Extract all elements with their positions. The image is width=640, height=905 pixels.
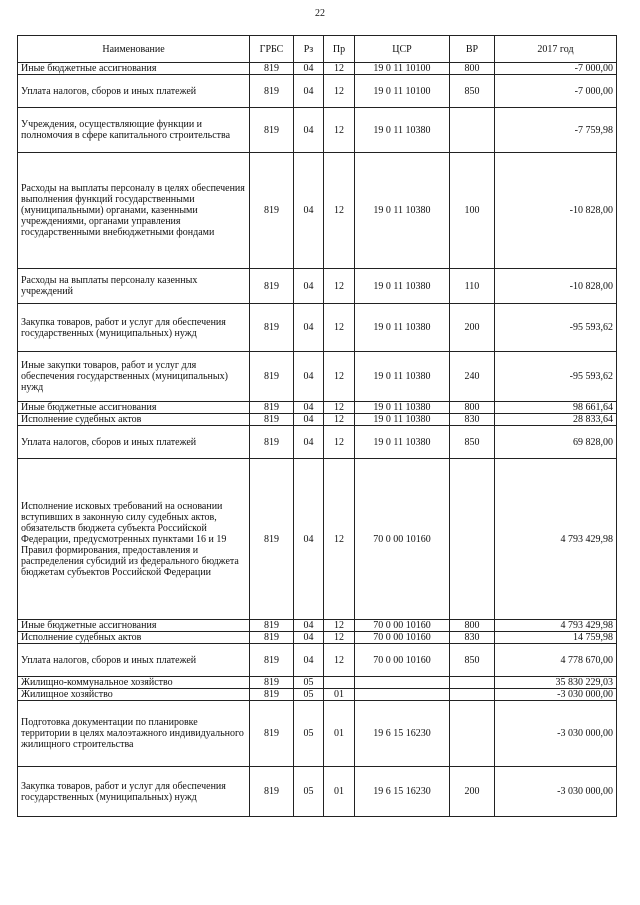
table-row bbox=[18, 767, 617, 817]
table-row bbox=[18, 153, 617, 269]
cell-name: Уплата налогов, сборов и иных платежей bbox=[18, 426, 250, 459]
header-pr: Пр bbox=[324, 36, 355, 63]
cell-amount: -7 000,00 bbox=[495, 75, 617, 108]
cell-csr bbox=[355, 677, 450, 689]
cell-rz: 04 bbox=[294, 153, 324, 269]
cell-grbs: 819 bbox=[250, 767, 294, 817]
cell-csr: 70 0 00 10160 bbox=[355, 620, 450, 632]
cell-pr: 12 bbox=[324, 75, 355, 108]
cell-csr: 19 0 11 10380 bbox=[355, 414, 450, 426]
cell-vr: 850 bbox=[450, 426, 495, 459]
cell-name: Иные бюджетные ассигнования bbox=[18, 402, 250, 414]
cell-pr: 12 bbox=[324, 620, 355, 632]
cell-csr: 70 0 00 10160 bbox=[355, 632, 450, 644]
cell-pr: 12 bbox=[324, 426, 355, 459]
cell-vr: 800 bbox=[450, 620, 495, 632]
cell-amount: 69 828,00 bbox=[495, 426, 617, 459]
cell-grbs: 819 bbox=[250, 414, 294, 426]
cell-csr: 19 0 11 10100 bbox=[355, 63, 450, 75]
cell-vr: 830 bbox=[450, 632, 495, 644]
header-grbs: ГРБС bbox=[250, 36, 294, 63]
table-row bbox=[18, 689, 617, 701]
cell-name: Жилищное хозяйство bbox=[18, 689, 250, 701]
header-name: Наименование bbox=[18, 36, 250, 63]
cell-csr: 19 0 11 10380 bbox=[355, 352, 450, 402]
table-row bbox=[18, 701, 617, 767]
cell-amount: 28 833,64 bbox=[495, 414, 617, 426]
table-row bbox=[18, 269, 617, 304]
cell-name: Жилищно-коммунальное хозяйство bbox=[18, 677, 250, 689]
cell-csr bbox=[355, 689, 450, 701]
cell-vr bbox=[450, 677, 495, 689]
cell-pr: 01 bbox=[324, 701, 355, 767]
cell-csr: 19 0 11 10380 bbox=[355, 402, 450, 414]
cell-name: Уплата налогов, сборов и иных платежей bbox=[18, 644, 250, 677]
cell-pr: 12 bbox=[324, 402, 355, 414]
cell-csr: 19 0 11 10380 bbox=[355, 304, 450, 352]
cell-name: Учреждения, осуществляющие функции и полномочия в сфере капитального строительства bbox=[18, 108, 250, 153]
cell-vr: 830 bbox=[450, 414, 495, 426]
table-row bbox=[18, 426, 617, 459]
cell-pr: 12 bbox=[324, 644, 355, 677]
cell-name: Расходы на выплаты персоналу в целях обеспечения выполнения функций государственными (муниципальными) органами, казенными учреждениями, органами управления государственными внебюджетными фондами bbox=[18, 153, 250, 269]
cell-rz: 04 bbox=[294, 632, 324, 644]
cell-amount: 4 778 670,00 bbox=[495, 644, 617, 677]
table-row bbox=[18, 63, 617, 75]
table-header-row bbox=[18, 36, 617, 63]
cell-name: Иные закупки товаров, работ и услуг для обеспечения государственных (муниципальных) нужд bbox=[18, 352, 250, 402]
cell-csr: 70 0 00 10160 bbox=[355, 459, 450, 620]
header-rz: Рз bbox=[294, 36, 324, 63]
cell-grbs: 819 bbox=[250, 153, 294, 269]
cell-rz: 04 bbox=[294, 269, 324, 304]
cell-csr: 19 6 15 16230 bbox=[355, 701, 450, 767]
cell-grbs: 819 bbox=[250, 459, 294, 620]
cell-amount: -3 030 000,00 bbox=[495, 701, 617, 767]
cell-rz: 04 bbox=[294, 414, 324, 426]
cell-vr: 800 bbox=[450, 63, 495, 75]
cell-pr: 01 bbox=[324, 767, 355, 817]
header-amount: 2017 год bbox=[495, 36, 617, 63]
cell-name: Исполнение судебных актов bbox=[18, 414, 250, 426]
cell-grbs: 819 bbox=[250, 63, 294, 75]
cell-rz: 04 bbox=[294, 644, 324, 677]
cell-rz: 04 bbox=[294, 304, 324, 352]
cell-amount: -3 030 000,00 bbox=[495, 689, 617, 701]
cell-vr: 100 bbox=[450, 153, 495, 269]
header-csr: ЦСР bbox=[355, 36, 450, 63]
cell-vr: 850 bbox=[450, 75, 495, 108]
cell-rz: 04 bbox=[294, 108, 324, 153]
cell-pr bbox=[324, 677, 355, 689]
table-row bbox=[18, 459, 617, 620]
cell-pr: 12 bbox=[324, 459, 355, 620]
cell-grbs: 819 bbox=[250, 677, 294, 689]
cell-name: Закупка товаров, работ и услуг для обеспечения государственных (муниципальных) нужд bbox=[18, 767, 250, 817]
cell-rz: 05 bbox=[294, 701, 324, 767]
cell-rz: 05 bbox=[294, 689, 324, 701]
cell-grbs: 819 bbox=[250, 402, 294, 414]
cell-amount: 4 793 429,98 bbox=[495, 459, 617, 620]
cell-grbs: 819 bbox=[250, 689, 294, 701]
cell-grbs: 819 bbox=[250, 701, 294, 767]
cell-csr: 19 0 11 10380 bbox=[355, 269, 450, 304]
cell-vr bbox=[450, 689, 495, 701]
cell-csr: 19 0 11 10380 bbox=[355, 108, 450, 153]
cell-amount: -7 759,98 bbox=[495, 108, 617, 153]
cell-pr: 01 bbox=[324, 689, 355, 701]
cell-pr: 12 bbox=[324, 108, 355, 153]
table-row bbox=[18, 632, 617, 644]
table-row bbox=[18, 677, 617, 689]
cell-amount: 98 661,64 bbox=[495, 402, 617, 414]
cell-vr: 850 bbox=[450, 644, 495, 677]
cell-rz: 04 bbox=[294, 426, 324, 459]
cell-name: Исполнение судебных актов bbox=[18, 632, 250, 644]
cell-name: Иные бюджетные ассигнования bbox=[18, 63, 250, 75]
cell-amount: -95 593,62 bbox=[495, 304, 617, 352]
cell-grbs: 819 bbox=[250, 632, 294, 644]
cell-rz: 05 bbox=[294, 677, 324, 689]
cell-grbs: 819 bbox=[250, 352, 294, 402]
cell-grbs: 819 bbox=[250, 75, 294, 108]
cell-amount: 35 830 229,03 bbox=[495, 677, 617, 689]
cell-rz: 04 bbox=[294, 352, 324, 402]
cell-amount: -3 030 000,00 bbox=[495, 767, 617, 817]
table-row bbox=[18, 414, 617, 426]
cell-pr: 12 bbox=[324, 632, 355, 644]
cell-csr: 19 0 11 10380 bbox=[355, 153, 450, 269]
cell-vr bbox=[450, 701, 495, 767]
cell-grbs: 819 bbox=[250, 108, 294, 153]
cell-amount: 14 759,98 bbox=[495, 632, 617, 644]
cell-grbs: 819 bbox=[250, 304, 294, 352]
cell-vr: 200 bbox=[450, 304, 495, 352]
cell-grbs: 819 bbox=[250, 620, 294, 632]
cell-csr: 19 0 11 10380 bbox=[355, 426, 450, 459]
cell-name: Иные бюджетные ассигнования bbox=[18, 620, 250, 632]
cell-amount: -10 828,00 bbox=[495, 269, 617, 304]
cell-name: Исполнение исковых требований на основании вступивших в законную силу судебных актов, обязательств бюджета субъекта Российской Федерации, предусмотренных пунктами 16 и 19 Правил формирования, предоставления и распределения субсидий из федерального бюджета бюджетам субъектов Российской Федерации bbox=[18, 459, 250, 620]
cell-grbs: 819 bbox=[250, 426, 294, 459]
cell-name: Закупка товаров, работ и услуг для обеспечения государственных (муниципальных) нужд bbox=[18, 304, 250, 352]
table-row bbox=[18, 352, 617, 402]
cell-amount: -10 828,00 bbox=[495, 153, 617, 269]
cell-name: Уплата налогов, сборов и иных платежей bbox=[18, 75, 250, 108]
table-row bbox=[18, 644, 617, 677]
table-row bbox=[18, 108, 617, 153]
cell-pr: 12 bbox=[324, 153, 355, 269]
table-row bbox=[18, 402, 617, 414]
cell-rz: 04 bbox=[294, 459, 324, 620]
cell-amount: 4 793 429,98 bbox=[495, 620, 617, 632]
page-number: 22 bbox=[315, 8, 325, 19]
cell-amount: -95 593,62 bbox=[495, 352, 617, 402]
cell-rz: 04 bbox=[294, 75, 324, 108]
cell-grbs: 819 bbox=[250, 269, 294, 304]
cell-pr: 12 bbox=[324, 352, 355, 402]
cell-vr bbox=[450, 108, 495, 153]
table-row bbox=[18, 304, 617, 352]
table-row bbox=[18, 620, 617, 632]
cell-csr: 19 6 15 16230 bbox=[355, 767, 450, 817]
cell-rz: 04 bbox=[294, 402, 324, 414]
cell-grbs: 819 bbox=[250, 644, 294, 677]
cell-name: Расходы на выплаты персоналу казенных учреждений bbox=[18, 269, 250, 304]
cell-vr bbox=[450, 459, 495, 620]
cell-rz: 05 bbox=[294, 767, 324, 817]
cell-vr: 110 bbox=[450, 269, 495, 304]
cell-pr: 12 bbox=[324, 304, 355, 352]
cell-name: Подготовка документации по планировке территории в целях малоэтажного индивидуального жилищного строительства bbox=[18, 701, 250, 767]
cell-pr: 12 bbox=[324, 414, 355, 426]
cell-pr: 12 bbox=[324, 63, 355, 75]
header-vr: ВР bbox=[450, 36, 495, 63]
budget-table bbox=[17, 35, 617, 817]
cell-vr: 240 bbox=[450, 352, 495, 402]
table-row bbox=[18, 75, 617, 108]
cell-csr: 70 0 00 10160 bbox=[355, 644, 450, 677]
cell-rz: 04 bbox=[294, 63, 324, 75]
cell-vr: 800 bbox=[450, 402, 495, 414]
cell-csr: 19 0 11 10100 bbox=[355, 75, 450, 108]
cell-rz: 04 bbox=[294, 620, 324, 632]
cell-vr: 200 bbox=[450, 767, 495, 817]
cell-amount: -7 000,00 bbox=[495, 63, 617, 75]
cell-pr: 12 bbox=[324, 269, 355, 304]
